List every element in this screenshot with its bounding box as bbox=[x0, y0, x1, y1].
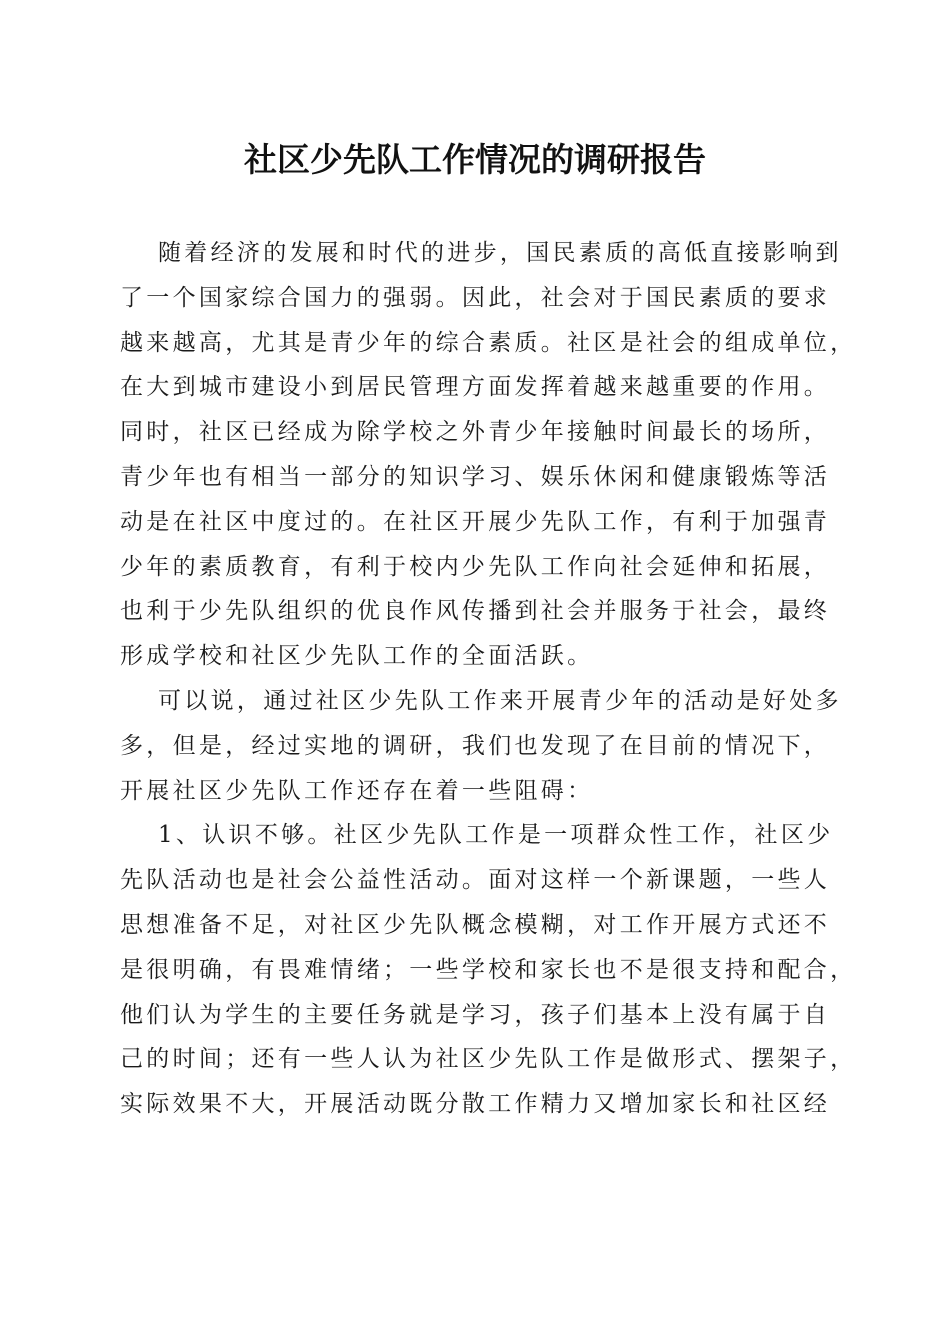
text-line: 也利于少先队组织的优良作风传播到社会并服务于社会，最终 bbox=[120, 598, 831, 625]
paragraph-1 bbox=[120, 231, 857, 679]
text-line: 了一个国家综合国力的强弱。因此，社会对于国民素质的要求 bbox=[120, 284, 831, 311]
text-line: 同时，社区已经成为除学校之外青少年接触时间最长的场所， bbox=[120, 419, 831, 446]
text-line: 开展社区少先队工作还存在着一些阻碍： bbox=[120, 777, 594, 804]
text-line: 己的时间；还有一些人认为社区少先队工作是做形式、摆架子， bbox=[120, 1046, 857, 1073]
paragraph-3 bbox=[120, 813, 857, 1127]
text-line: 他们认为学生的主要任务就是学习，孩子们基本上没有属于自 bbox=[120, 1001, 831, 1028]
text-line: 动是在社区中度过的。在社区开展少先队工作，有利于加强青 bbox=[120, 508, 831, 535]
text-line: 青少年也有相当一部分的知识学习、娱乐休闲和健康锻炼等活 bbox=[120, 463, 831, 490]
text-line: 少年的素质教育，有利于校内少先队工作向社会延伸和拓展， bbox=[120, 553, 831, 580]
text-line: 是很明确，有畏难情绪；一些学校和家长也不是很支持和配合， bbox=[120, 956, 857, 983]
text-line: 在大到城市建设小到居民管理方面发挥着越来越重要的作用。 bbox=[120, 374, 831, 401]
text-line: 实际效果不大，开展活动既分散工作精力又增加家长和社区经 bbox=[120, 1091, 831, 1118]
text-line: 1、认识不够。社区少先队工作是一项群众性工作，社区少 bbox=[158, 822, 834, 849]
text-line: 可以说，通过社区少先队工作来开展青少年的活动是好处多 bbox=[158, 687, 842, 714]
text-line: 随着经济的发展和时代的进步，国民素质的高低直接影响到 bbox=[158, 240, 842, 266]
text-line: 越来越高，尤其是青少年的综合素质。社区是社会的组成单位， bbox=[120, 329, 857, 356]
document-body bbox=[120, 231, 857, 1127]
text-line: 多，但是，经过实地的调研，我们也发现了在目前的情况下， bbox=[120, 732, 831, 759]
text-line: 思想准备不足，对社区少先队概念模糊，对工作开展方式还不 bbox=[120, 911, 831, 938]
text-line: 形成学校和社区少先队工作的全面活跃。 bbox=[120, 643, 594, 670]
text-line: 先队活动也是社会公益性活动。面对这样一个新课题，一些人 bbox=[120, 867, 831, 894]
paragraph-2 bbox=[120, 679, 840, 813]
document-title: 社区少先队工作情况的调研报告 bbox=[244, 140, 706, 179]
